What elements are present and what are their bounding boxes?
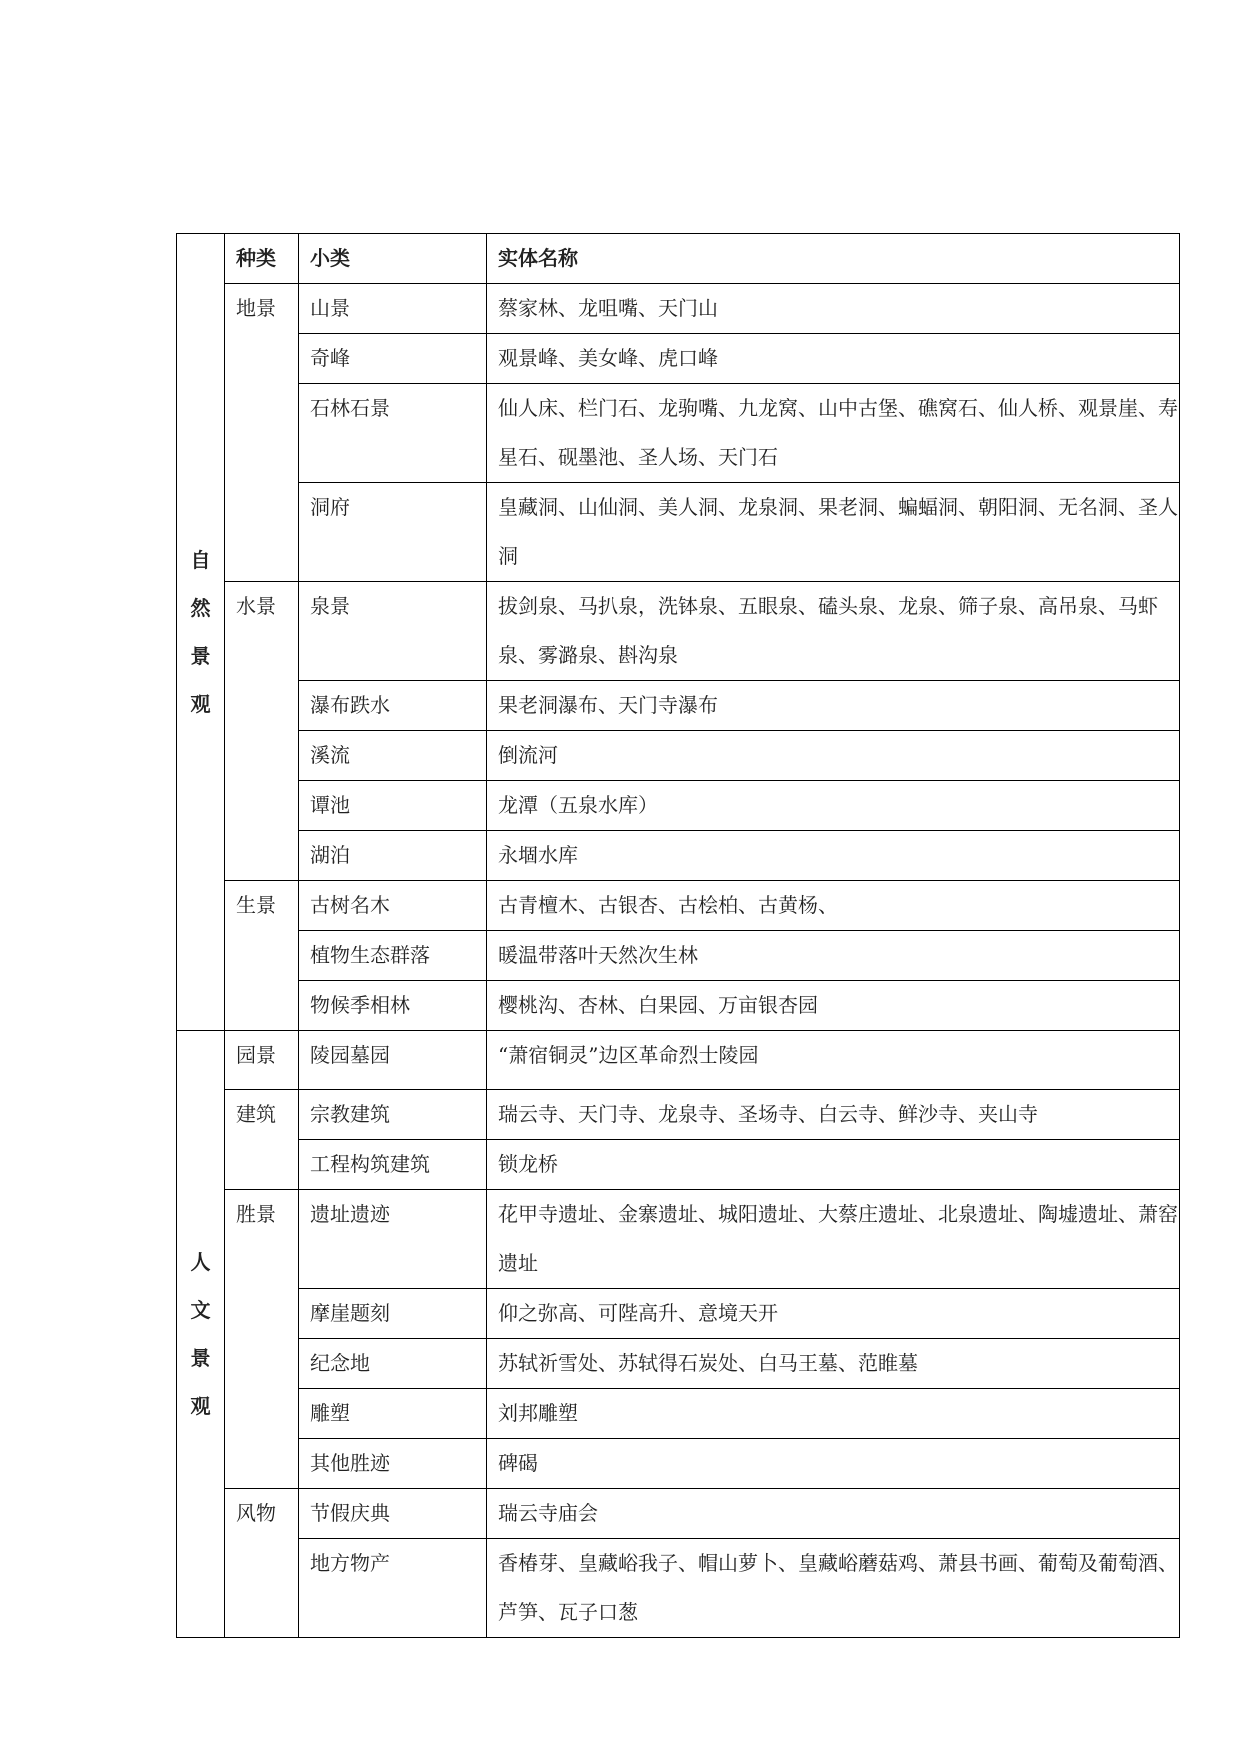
table-row xyxy=(177,1090,1180,1140)
names-cell: 碑碣 xyxy=(487,1439,1180,1489)
sub-cell: 山景 xyxy=(299,284,487,334)
names-cell: 苏轼祈雪处、苏轼得石炭处、白马王墓、范睢墓 xyxy=(487,1339,1180,1389)
sub-cell: 其他胜迹 xyxy=(299,1439,487,1489)
names-cell: 樱桃沟、杏林、白果园、万亩银杏园 xyxy=(487,981,1180,1031)
major-char: 自 xyxy=(190,548,211,572)
type-cell: 地景 xyxy=(225,284,299,582)
sub-cell: 遗址遗迹 xyxy=(299,1190,487,1289)
major-category-natural xyxy=(177,234,225,1031)
landscape-table xyxy=(176,233,1180,1638)
names-cell: 瑞云寺庙会 xyxy=(487,1489,1180,1539)
type-cell: 建筑 xyxy=(225,1090,299,1190)
sub-cell: 谭池 xyxy=(299,781,487,831)
table-row xyxy=(177,1031,1180,1090)
major-char: 景 xyxy=(190,644,211,668)
table-row xyxy=(177,681,1180,731)
sub-cell: 古树名木 xyxy=(299,881,487,931)
sub-cell: 物候季相林 xyxy=(299,981,487,1031)
major-char: 观 xyxy=(190,1394,211,1418)
names-cell: 香椿芽、皇藏峪我子、帽山萝卜、皇藏峪蘑菇鸡、萧县书画、葡萄及葡萄酒、芦笋、瓦子口葱 xyxy=(487,1539,1180,1638)
sub-cell: 陵园墓园 xyxy=(299,1031,487,1090)
header-names: 实体名称 xyxy=(487,234,1180,284)
table-row xyxy=(177,1439,1180,1489)
table-row xyxy=(177,1190,1180,1289)
sub-cell: 地方物产 xyxy=(299,1539,487,1638)
table-row xyxy=(177,1389,1180,1439)
names-cell: 古青檀木、古银杏、古桧柏、古黄杨、 xyxy=(487,881,1180,931)
major-char: 观 xyxy=(190,692,211,716)
names-cell: 瑞云寺、天门寺、龙泉寺、圣场寺、白云寺、鲜沙寺、夹山寺 xyxy=(487,1090,1180,1140)
names-cell: 永堌水库 xyxy=(487,831,1180,881)
sub-cell: 雕塑 xyxy=(299,1389,487,1439)
major-char: 然 xyxy=(190,596,211,620)
header-type: 种类 xyxy=(225,234,299,284)
sub-cell: 洞府 xyxy=(299,483,487,582)
names-cell: 拔剑泉、马扒泉，洗钵泉、五眼泉、磕头泉、龙泉、筛子泉、高吊泉、马虾泉、雾潞泉、斟沟泉 xyxy=(487,582,1180,681)
table-row xyxy=(177,334,1180,384)
type-cell: 水景 xyxy=(225,582,299,881)
sub-cell: 泉景 xyxy=(299,582,487,681)
names-cell: 仰之弥高、可陛高升、意境天开 xyxy=(487,1289,1180,1339)
sub-cell: 宗教建筑 xyxy=(299,1090,487,1140)
sub-cell: 纪念地 xyxy=(299,1339,487,1389)
table-row xyxy=(177,1140,1180,1190)
names-cell: 果老洞瀑布、天门寺瀑布 xyxy=(487,681,1180,731)
table-row xyxy=(177,582,1180,681)
table-row xyxy=(177,1289,1180,1339)
names-cell: 观景峰、美女峰、虎口峰 xyxy=(487,334,1180,384)
sub-cell: 工程构筑建筑 xyxy=(299,1140,487,1190)
table-row xyxy=(177,384,1180,483)
sub-cell: 瀑布跌水 xyxy=(299,681,487,731)
major-category-cultural xyxy=(177,1031,225,1638)
names-cell: 花甲寺遗址、金寨遗址、城阳遗址、大蔡庄遗址、北泉遗址、陶墟遗址、萧窑遗址 xyxy=(487,1190,1180,1289)
names-cell: 龙潭（五泉水库） xyxy=(487,781,1180,831)
header-sub: 小类 xyxy=(299,234,487,284)
type-cell: 园景 xyxy=(225,1031,299,1090)
names-cell: 倒流河 xyxy=(487,731,1180,781)
table-row xyxy=(177,781,1180,831)
type-cell: 胜景 xyxy=(225,1190,299,1489)
table-row xyxy=(177,931,1180,981)
sub-cell: 石林石景 xyxy=(299,384,487,483)
table-row xyxy=(177,1489,1180,1539)
sub-cell: 节假庆典 xyxy=(299,1489,487,1539)
names-cell: 锁龙桥 xyxy=(487,1140,1180,1190)
names-cell: 蔡家林、龙咀嘴、天门山 xyxy=(487,284,1180,334)
table-row xyxy=(177,881,1180,931)
sub-cell: 摩崖题刻 xyxy=(299,1289,487,1339)
sub-cell: 奇峰 xyxy=(299,334,487,384)
names-cell: 皇藏洞、山仙洞、美人洞、龙泉洞、果老洞、蝙蝠洞、朝阳洞、无名洞、圣人洞 xyxy=(487,483,1180,582)
major-char: 景 xyxy=(190,1346,211,1370)
sub-cell: 湖泊 xyxy=(299,831,487,881)
names-cell: 暖温带落叶天然次生林 xyxy=(487,931,1180,981)
names-cell: 仙人床、栏门石、龙驹嘴、九龙窝、山中古堡、礁窝石、仙人桥、观景崖、寿星石、砚墨池、圣人场、天门石 xyxy=(487,384,1180,483)
table-row xyxy=(177,981,1180,1031)
major-char: 文 xyxy=(190,1298,211,1322)
table-row xyxy=(177,1539,1180,1638)
table-row xyxy=(177,731,1180,781)
type-cell: 生景 xyxy=(225,881,299,1031)
sub-cell: 植物生态群落 xyxy=(299,931,487,981)
table-row xyxy=(177,284,1180,334)
major-char: 人 xyxy=(190,1250,211,1274)
type-cell: 风物 xyxy=(225,1489,299,1638)
table-header-row xyxy=(177,234,1180,284)
names-cell: 刘邦雕塑 xyxy=(487,1389,1180,1439)
sub-cell: 溪流 xyxy=(299,731,487,781)
table-row xyxy=(177,831,1180,881)
table-row xyxy=(177,1339,1180,1389)
names-cell: “萧宿铜灵”边区革命烈士陵园 xyxy=(487,1031,1180,1090)
table-row xyxy=(177,483,1180,582)
